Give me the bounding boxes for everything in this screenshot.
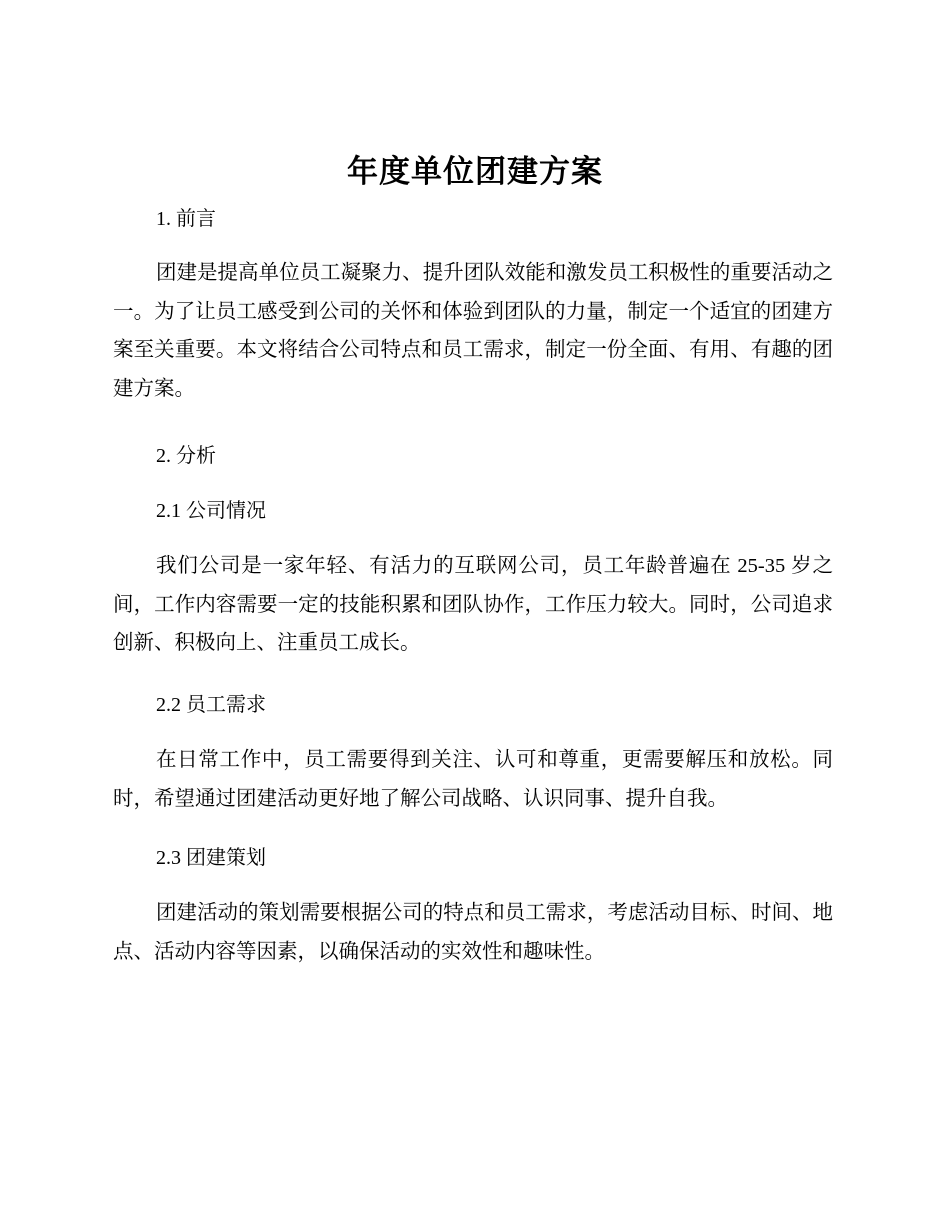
paragraph-needs: 在日常工作中，员工需要得到关注、认可和尊重，更需要解压和放松。同时，希望通过团建活动更好地了解公司战略、认识同事、提升自我。: [113, 749, 833, 810]
document-title: 年度单位团建方案: [347, 154, 603, 190]
section-heading-company: 2.1 公司情况: [156, 500, 266, 522]
section-heading-preface: 1. 前言: [156, 208, 216, 230]
section-heading-planning: 2.3 团建策划: [156, 847, 266, 869]
paragraph-preface: 团建是提高单位员工凝聚力、提升团队效能和激发员工积极性的重要活动之一。为了让员工感受到公司的关怀和体验到团队的力量，制定一个适宜的团建方案至关重要。本文将结合公司特点和员工需求，制定一份全面、有用、有趣的团建方案。: [113, 262, 833, 400]
paragraph-planning: 团建活动的策划需要根据公司的特点和员工需求，考虑活动目标、时间、地点、活动内容等因素，以确保活动的实效性和趣味性。: [113, 902, 833, 963]
paragraph-company: 我们公司是一家年轻、有活力的互联网公司，员工年龄普遍在 25-35 岁之间，工作内容需要一定的技能积累和团队协作，工作压力较大。同时，公司追求创新、积极向上、注重员工成长。: [113, 555, 833, 654]
section-heading-analysis: 2. 分析: [156, 445, 216, 467]
section-heading-needs: 2.2 员工需求: [156, 694, 266, 716]
